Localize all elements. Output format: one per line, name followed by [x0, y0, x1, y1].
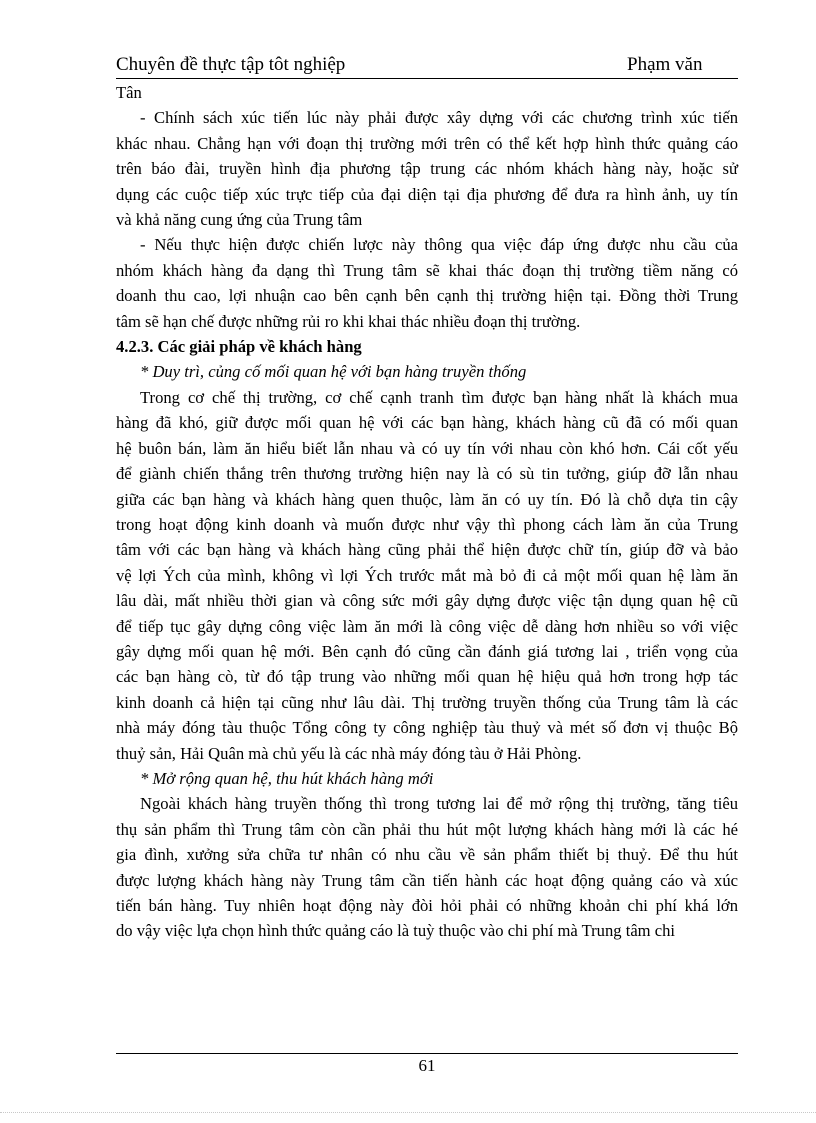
- header-title: Chuyên đề thực tập tôt nghiệp: [116, 54, 346, 75]
- text-line: kinh doanh cả hiện tại cũng như lâu dài. Thị trường truyền thống của Trung tâm là các: [116, 692, 738, 712]
- text-line: Ngoài khách hàng truyền thống thì trong tương lai để mở rộng thị trường, tăng tiêu: [140, 794, 738, 814]
- text-line: giữa các bạn hàng và khách hàng quen thuộc, làm ăn có uy tín. Đó là chỗ dựa tin cậy: [116, 489, 738, 509]
- text-line: dụng các cuộc tiếp xúc trực tiếp của đại diện tại địa phương để đưa ra hình ảnh, uy tín: [116, 184, 738, 204]
- text-line: thuỷ sản, Hải Quân mà chủ yếu là các nhà máy đóng tàu ở Hải Phòng.: [116, 743, 582, 763]
- text-line: lâu dài, mất nhiều thời gian và công sức mới gây dựng được việc tận dụng quan hệ cũ: [116, 591, 738, 611]
- header-author: Phạm văn: [627, 54, 703, 75]
- text-line: trong hoạt động kinh doanh và muốn được như vậy thì phong cách làm ăn của Trung: [116, 514, 738, 534]
- text-line: do vậy việc lựa chọn hình thức quảng cáo là tuỳ thuộc vào chi phí mà Trung tâm chi: [116, 921, 676, 941]
- text-line: nhóm khách hàng đa dạng thì Trung tâm sẽ khai thác đoạn thị trường tiềm năng có: [116, 260, 738, 280]
- text-line: vệ lợi Ých của mình, không vì lợi Ých trước mắt mà bỏ đi cả một mối quan hệ làm ăn: [116, 565, 738, 585]
- section-heading: 4.2.3. Các giải pháp về khách hàng: [116, 337, 362, 357]
- paragraph-traditional-partners: [116, 385, 738, 766]
- text-line: tâm với các bạn hàng và khách hàng cũng phải thể hiện được chữ tín, giúp đỡ và bảo: [116, 540, 738, 560]
- text-line: hệ buôn bán, làm ăn hiểu biết lẫn nhau và có uy tín với nhau còn khó hơn. Cái cốt yếu: [116, 438, 738, 458]
- text-line: nhà máy đóng tàu thuộc Tổng công ty công nghiệp tàu thuỷ và mét số đơn vị thuộc Bộ: [116, 718, 738, 738]
- text-line: được lượng khách hàng này Trung tâm cần tiến hành các hoạt động quảng cáo và xúc: [116, 870, 738, 890]
- text-line: tâm sẽ hạn chế được những rủi ro khi khai thác nhiều đoạn thị trường.: [116, 311, 581, 331]
- paragraph-promotion-policy: [116, 105, 738, 232]
- text-line: các bạn hàng cò, từ đó tập trung vào những mối quan hệ hiệu quả hơn trong hợp tác: [116, 667, 738, 687]
- header-rule: [116, 78, 738, 79]
- subheading-traditional-partners: * Duy trì, củng cố mối quan hệ với bạn hàng truyền thống: [140, 362, 527, 382]
- text-line: gia đình, xưởng sửa chữa tư nhân có nhu cầu về sản phẩm thiết bị thuỷ. Để thu hút: [116, 845, 738, 865]
- text-line: và khả năng cung ứng của Trung tâm: [116, 210, 363, 230]
- text-line: - Nếu thực hiện được chiến lược này thông qua việc đáp ứng được nhu cầu của: [140, 235, 738, 255]
- text-line: Trong cơ chế thị trường, cơ chế cạnh tranh tìm được bạn hàng nhất là khách mua: [140, 387, 738, 407]
- text-line: thụ sản phẩm thì Trung tâm còn cần phải thu hút một lượng khách hàng mới là các hé: [116, 819, 738, 839]
- text-line: hàng đã khó, giữ được mối quan hệ với các bạn hàng, khách hàng cũ đã có mối quan: [116, 413, 738, 433]
- page-boundary: [0, 1112, 816, 1113]
- page-header: [116, 51, 738, 79]
- header-author-continuation: Tân: [116, 83, 142, 102]
- text-line: để giành chiến thắng trên thương trường hiện nay là có sù tin tưởng, giúp đỡ lẫn nhau: [116, 464, 738, 484]
- text-line: gây dựng mối quan hệ mới. Bên cạnh đó cũng cần đánh giá tương lai , triển vọng của: [116, 641, 738, 661]
- text-line: khác nhau. Chẳng hạn với đoạn thị trường mới trên có thể kết hợp hình thức quảng cáo: [116, 133, 738, 153]
- text-line: trên báo đài, truyền hình địa phương tập trung các nhóm khách hàng này, hoặc sử: [116, 159, 738, 179]
- text-line: doanh thu cao, lợi nhuận cao bên cạnh bên cạnh thị trường hiện tại. Đồng thời Trung: [116, 286, 738, 306]
- paragraph-strategy-outcome: [116, 232, 738, 334]
- paragraph-new-customers: [116, 791, 738, 943]
- text-line: tiến bán hàng. Tuy nhiên hoạt động này đòi hỏi phải có những khoản chi phí khá lớn: [116, 896, 738, 915]
- text-line: để tiếp tục gây dựng công việc làm ăn mới là công việc dễ dàng hơn nhiều so với việc: [116, 616, 738, 636]
- page-number: 61: [418, 1056, 436, 1075]
- text-line: - Chính sách xúc tiến lúc này phải được xây dựng với các chương trình xúc tiến: [140, 108, 738, 128]
- document-body: [116, 80, 738, 944]
- subheading-new-customers: * Mở rộng quan hệ, thu hút khách hàng mới: [140, 768, 434, 788]
